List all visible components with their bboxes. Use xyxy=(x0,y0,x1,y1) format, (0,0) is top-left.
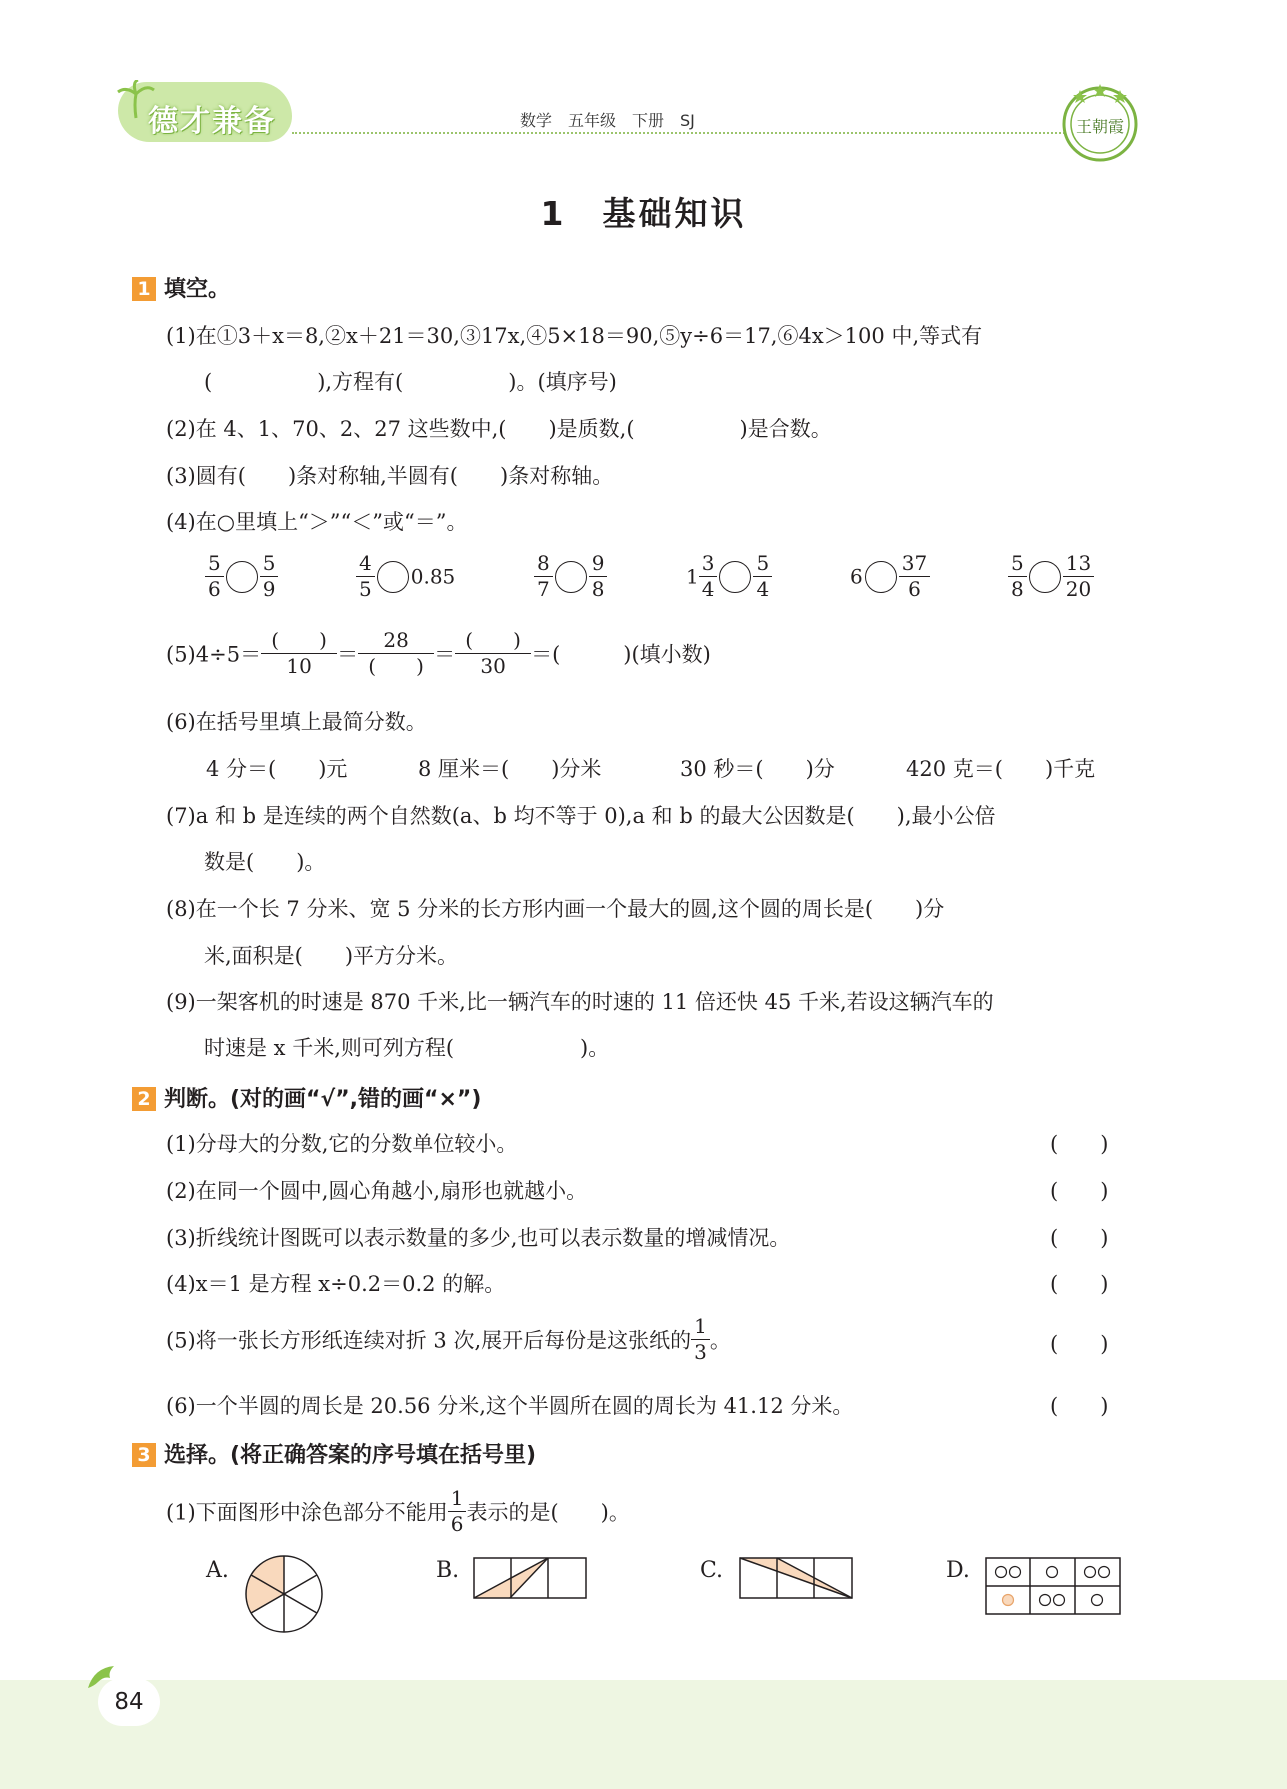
compare-circle[interactable] xyxy=(226,561,258,593)
answer-parens[interactable]: ( ) xyxy=(1050,1226,1109,1250)
fill-q9-line1: (9)一架客机的时速是 870 千米,比一辆汽车的时速的 11 倍还快 45 千米,若设这辆汽车的 xyxy=(166,990,994,1014)
brand-logo-text: 德才兼备 xyxy=(148,104,276,139)
fill-q5: (5)4÷5＝ $\frac{( )}{10}$ ＝ $\frac{28}{( )}$ ＝ $\frac{( )}{30}$ ＝( )(填小数) xyxy=(166,628,711,678)
answer-parens[interactable]: ( ) xyxy=(1050,1394,1109,1418)
page-number: 84 xyxy=(98,1678,160,1726)
option-d-label[interactable]: D. xyxy=(946,1558,970,1583)
section-number: 3 xyxy=(132,1443,156,1467)
fill-q8-line1: (8)在一个长 7 分米、宽 5 分米的长方形内画一个最大的圆,这个圆的周长是( )分 xyxy=(166,897,945,921)
judge-item: (1)分母大的分数,它的分数单位较小。 xyxy=(166,1132,518,1156)
compare-item-b: $\frac{4}{5}$ 0.85 xyxy=(356,551,455,602)
section-number: 1 xyxy=(132,277,156,301)
judge-item: (2)在同一个圆中,圆心角越小,扇形也就越小。 xyxy=(166,1179,588,1203)
section-number: 2 xyxy=(132,1087,156,1111)
section-title: 填空。 xyxy=(164,277,231,302)
fill-q9-line2: 时速是 x 千米,则可列方程( )。 xyxy=(204,1036,610,1060)
option-a-circle-figure[interactable] xyxy=(244,1554,324,1634)
compare-circle[interactable] xyxy=(555,561,587,593)
judge-item: (4)x＝1 是方程 x÷0.2＝0.2 的解。 xyxy=(166,1272,506,1296)
choice-q1: (1)下面图形中涂色部分不能用 $\frac{1}{6}$ 表示的是( )。 xyxy=(166,1486,630,1536)
page-title: 1 基础知识 xyxy=(540,194,747,233)
compare-item-d: 1 $\frac{3}{4}$ $\frac{5}{4}$ xyxy=(686,551,772,602)
answer-parens[interactable]: ( ) xyxy=(1050,1132,1109,1156)
header-subject: 数学 五年级 下册 SJ xyxy=(520,111,695,130)
judge-item: (5)将一张长方形纸连续对折 3 次,展开后每份是这张纸的 $\frac{1}{3}$ 。 xyxy=(166,1314,731,1364)
compare-item-c: $\frac{8}{7}$ $\frac{9}{8}$ xyxy=(534,551,607,602)
compare-circle[interactable] xyxy=(377,561,409,593)
fill-q3: (3)圆有( )条对称轴,半圆有( )条对称轴。 xyxy=(166,464,614,488)
option-c-label[interactable]: C. xyxy=(700,1558,724,1583)
fill-q6: (6)在括号里填上最简分数。 xyxy=(166,710,427,734)
author-seal-icon xyxy=(1058,80,1142,164)
answer-parens[interactable]: ( ) xyxy=(1050,1332,1109,1356)
fill-q2: (2)在 4、1、70、2、27 这些数中,( )是质数,( )是合数。 xyxy=(166,417,832,441)
fill-q6-item: 30 秒＝( )分 xyxy=(680,757,835,781)
judge-item: (3)折线统计图既可以表示数量的多少,也可以表示数量的增减情况。 xyxy=(166,1226,791,1250)
option-b-label[interactable]: B. xyxy=(436,1558,460,1583)
section-3-heading xyxy=(132,1438,536,1469)
fill-q6-item: 8 厘米＝( )分米 xyxy=(418,757,602,781)
judge-item: (6)一个半圆的周长是 20.56 分米,这个半圆所在圆的周长为 41.12 分米。 xyxy=(166,1394,854,1418)
fill-q7-line2: 数是( )。 xyxy=(204,850,326,874)
option-b-rectangle-figure[interactable] xyxy=(472,1556,588,1600)
answer-parens[interactable]: ( ) xyxy=(1050,1179,1109,1203)
fill-q6-item: 420 克＝( )千克 xyxy=(906,757,1096,781)
footer-band xyxy=(0,1680,1287,1789)
answer-parens[interactable]: ( ) xyxy=(1050,1272,1109,1296)
section-1-heading xyxy=(132,272,230,303)
option-a-label[interactable]: A. xyxy=(206,1558,229,1583)
section-title: 选择。(将正确答案的序号填在括号里) xyxy=(164,1443,537,1468)
option-d-grid-figure[interactable] xyxy=(984,1556,1122,1616)
fill-q4: (4)在○里填上“＞”“＜”或“＝”。 xyxy=(166,510,468,534)
seal-text: 王朝霞 xyxy=(1075,117,1125,136)
fill-q8-line2: 米,面积是( )平方分米。 xyxy=(204,944,459,968)
fill-q7-line1: (7)a 和 b 是连续的两个自然数(a、b 均不等于 0),a 和 b 的最大公因数是( ),最小公倍 xyxy=(166,804,996,828)
compare-item-f: $\frac{5}{8}$ $\frac{13}{20}$ xyxy=(1008,551,1094,602)
fill-q1-line1: (1)在①3＋x＝8,②x＋21＝30,③17x,④5×18＝90,⑤y÷6＝17,⑥4x＞100 中,等式有 xyxy=(166,324,983,348)
compare-item-e: 6 $\frac{37}{6}$ xyxy=(850,551,930,602)
header-rule xyxy=(292,132,1072,134)
compare-item-a: $\frac{5}{6}$ $\frac{5}{9}$ xyxy=(205,551,278,602)
compare-circle[interactable] xyxy=(1029,561,1061,593)
fill-q6-item: 4 分＝( )元 xyxy=(206,757,348,781)
option-c-rectangle-figure[interactable] xyxy=(738,1556,854,1600)
section-title: 判断。(对的画“√”,错的画“×”) xyxy=(164,1087,482,1112)
fill-q1-line2: ( ),方程有( )。(填序号) xyxy=(204,370,617,394)
compare-circle[interactable] xyxy=(719,561,751,593)
compare-circle[interactable] xyxy=(865,561,897,593)
section-2-heading xyxy=(132,1082,481,1113)
